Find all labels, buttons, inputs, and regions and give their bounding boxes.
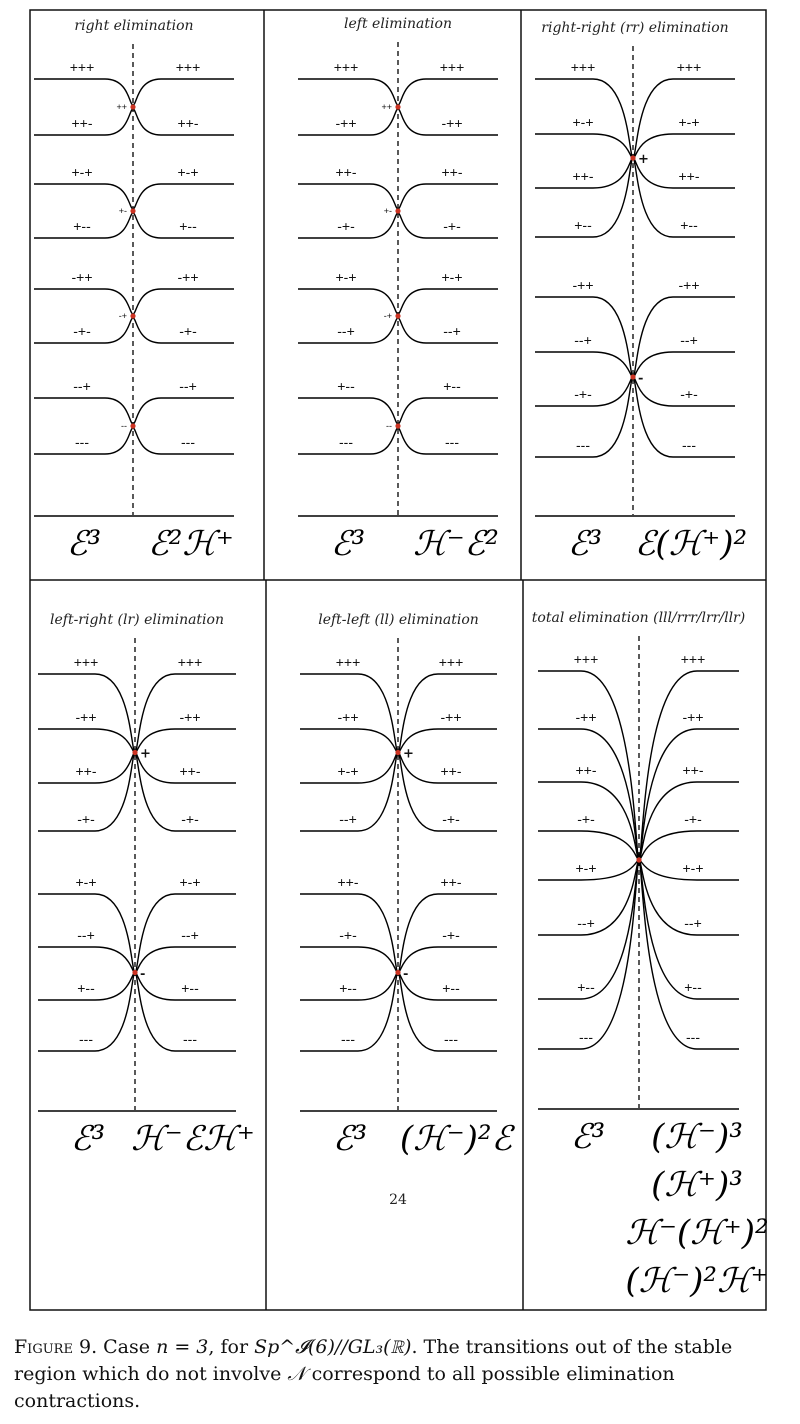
right-state-label: --- [682,437,696,453]
left-state-label: --- [339,434,353,450]
right-state-label: +-+ [682,860,704,876]
right-state-label: ++- [440,763,462,779]
right-state-label: +++ [439,59,465,75]
right-curve [135,947,236,973]
contact-point-label: + [140,746,151,762]
left-state-label: +-+ [575,860,597,876]
contact-point-label: ++ [116,102,127,112]
formula-left: ℰ³ [66,524,102,564]
contact-point [132,970,137,975]
left-state-label: +-+ [572,114,594,130]
right-state-label: ++- [682,762,704,778]
left-state-label: -+- [339,927,357,943]
left-state-label: ++- [572,168,594,184]
panel-p5 [300,612,516,1159]
left-state-label: --+ [339,811,357,827]
left-state-label: +-- [577,979,595,995]
contact-point-label: -+ [118,311,127,321]
right-state-label: -++ [179,709,201,725]
left-state-label: ++- [575,762,597,778]
left-state-label: --+ [337,323,355,339]
left-state-label: --- [75,434,89,450]
right-curve [133,184,234,209]
right-state-label: ++- [441,164,463,180]
figure-caption [14,1334,786,1415]
left-state-label: -++ [71,269,93,285]
left-state-label: -++ [335,115,357,131]
left-curve [300,947,398,973]
left-curve [538,729,639,860]
formula-right: ℋ⁻ℰℋ⁺ [131,1119,255,1159]
left-state-label: -+- [577,811,595,827]
left-state-label: --- [341,1031,355,1047]
contact-point [395,750,400,755]
left-state-label: +++ [73,654,99,670]
contact-point [395,970,400,975]
right-curve [133,398,234,424]
right-state-label: --- [183,1031,197,1047]
contact-point-label: -- [121,421,127,431]
formula-right: ℋ⁻(ℋ⁺)² [625,1213,769,1253]
contact-point [395,208,400,213]
right-state-label: +-+ [441,269,463,285]
right-state-label: -+- [442,811,460,827]
formula-left: ℰ³ [70,1119,106,1159]
left-state-label: ++- [71,115,93,131]
left-state-label: +-- [73,218,91,234]
panel-title: right-right (rr) elimination [541,20,729,36]
right-state-label: +-- [443,378,461,394]
caption-text-4: correspond to all possible elimination contractions. [14,1363,675,1412]
right-state-label: +++ [438,654,464,670]
left-state-label: +-+ [71,164,93,180]
right-state-label: -+- [181,811,199,827]
left-curve [538,831,639,860]
right-state-label: +-- [181,980,199,996]
page-number: 24 [389,1192,407,1208]
contact-point [130,423,135,428]
contact-point [636,857,641,862]
left-state-label: -+- [337,218,355,234]
right-curve [398,947,497,973]
right-state-label: -+- [179,323,197,339]
caption-text-1: Case [97,1336,157,1358]
contact-point [395,313,400,318]
panel-title: left-left (ll) elimination [318,612,479,628]
left-state-label: --+ [574,332,592,348]
formula-right: ℰ²ℋ⁺ [148,524,234,564]
contact-point [395,104,400,109]
left-curve [535,134,633,158]
right-state-label: ++- [179,763,201,779]
left-state-label: +-- [337,378,355,394]
left-state-label: -++ [572,277,594,293]
left-state-label: ++- [337,874,359,890]
left-curve [34,398,133,424]
panel-p4 [38,612,255,1159]
left-state-label: -++ [337,709,359,725]
right-state-label: +-- [442,980,460,996]
right-state-label: +-+ [179,874,201,890]
left-state-label: +-- [77,980,95,996]
contact-point [132,750,137,755]
formula-left: ℰ³ [332,1119,368,1159]
left-state-label: -+- [73,323,91,339]
left-state-label: +++ [335,654,361,670]
panel-title: left elimination [344,16,452,32]
contact-point [630,374,635,379]
right-state-label: -+- [443,218,461,234]
right-curve [398,289,498,314]
panel-p3 [535,20,747,564]
right-state-label: -++ [441,115,463,131]
right-state-label: -++ [177,269,199,285]
formula-right: ℋ⁻ℰ² [413,524,499,564]
panel-p1 [34,18,234,564]
contact-point [130,208,135,213]
right-state-label: ++- [177,115,199,131]
panel-title: left-right (lr) elimination [50,612,224,628]
left-state-label: ++- [75,763,97,779]
right-curve [639,831,739,860]
right-state-label: --+ [181,927,199,943]
caption-text-2: , for [208,1336,255,1358]
right-state-label: ++- [678,168,700,184]
left-state-label: ++- [335,164,357,180]
right-curve [398,184,498,209]
contact-point-label: -- [386,421,392,431]
right-state-label: -++ [440,709,462,725]
left-state-label: --+ [77,927,95,943]
formula-right: ℰ(ℋ⁺)² [634,524,748,564]
right-curve [639,729,739,860]
right-state-label: +++ [177,654,203,670]
left-state-label: -++ [575,709,597,725]
right-curve [639,860,739,1049]
contact-point [630,155,635,160]
left-state-label: --+ [577,915,595,931]
right-state-label: --+ [684,915,702,931]
left-curve [535,352,633,377]
formula-right: (ℋ⁻)²ℰ [399,1119,513,1159]
contact-point-label: +- [118,206,127,216]
right-state-label: +++ [676,59,702,75]
formula-right: (ℋ⁻)³ [651,1117,743,1157]
contact-point [130,104,135,109]
formula-left: ℰ³ [570,1117,606,1157]
left-state-label: +++ [573,651,599,667]
left-state-label: +++ [570,59,596,75]
right-state-label: +++ [175,59,201,75]
right-state-label: ++- [440,874,462,890]
left-state-label: -++ [75,709,97,725]
left-curve [300,729,398,753]
left-state-label: +-- [574,217,592,233]
right-state-label: --- [444,1031,458,1047]
right-curve [133,79,234,105]
right-state-label: --- [686,1029,700,1045]
right-state-label: --- [181,434,195,450]
right-state-label: -+- [684,811,702,827]
caption-n: n = 3 [156,1336,209,1358]
right-state-label: --- [445,434,459,450]
left-state-label: -+- [77,811,95,827]
right-state-label: -+- [680,386,698,402]
contact-point [130,313,135,318]
contact-point-label: - [638,371,644,386]
right-state-label: --+ [443,323,461,339]
formula-right: (ℋ⁺)³ [651,1165,743,1205]
left-state-label: --+ [73,378,91,394]
panel-title: total elimination (lll/rrr/lrr/llr) [531,610,746,626]
left-state-label: +-+ [75,874,97,890]
right-state-label: -++ [678,277,700,293]
right-state-label: +-+ [177,164,199,180]
contact-point-label: - [140,966,146,982]
left-state-label: --- [79,1031,93,1047]
left-state-label: -+- [574,386,592,402]
right-state-label: +-- [680,217,698,233]
contact-point-label: - [403,966,409,982]
caption-space: Sp^𝓘(6)//GL₃(ℝ) [254,1336,412,1358]
panel-p2 [298,16,499,564]
right-state-label: -++ [682,709,704,725]
caption-lead: Figure 9. [14,1336,98,1358]
right-state-label: +-+ [678,114,700,130]
panel-p6 [532,610,769,1301]
right-state-label: -+- [442,927,460,943]
right-state-label: --+ [680,332,698,348]
left-curve [538,860,639,1049]
formula-left: ℰ³ [567,524,603,564]
formula-left: ℰ³ [330,524,366,564]
contact-point-label: + [638,152,649,167]
caption-N: 𝒩 [287,1363,306,1385]
right-curve [633,352,735,377]
formula-right: (ℋ⁻)²ℋ⁺ [625,1261,769,1301]
panel-title: right elimination [74,18,194,34]
right-curve [398,398,498,424]
contact-point-label: -+ [383,311,392,321]
left-curve [38,947,135,973]
left-state-label: +-+ [335,269,357,285]
contact-point-label: +- [383,206,392,216]
right-state-label: +-- [684,979,702,995]
right-state-label: --+ [179,378,197,394]
right-state-label: +++ [680,651,706,667]
left-state-label: +-+ [337,763,359,779]
right-state-label: +-- [179,218,197,234]
left-state-label: +++ [333,59,359,75]
left-state-label: --- [576,437,590,453]
contact-point [395,423,400,428]
caption-text-3: . The transitions out of the stable region which do not involve [14,1336,733,1385]
left-state-label: --- [579,1029,593,1045]
left-curve [298,398,398,424]
contact-point-label: ++ [381,102,392,112]
right-curve [133,289,234,314]
left-state-label: +++ [69,59,95,75]
left-state-label: +-- [339,980,357,996]
left-curve [38,729,135,753]
contact-point-label: + [403,746,414,762]
right-curve [398,79,498,105]
